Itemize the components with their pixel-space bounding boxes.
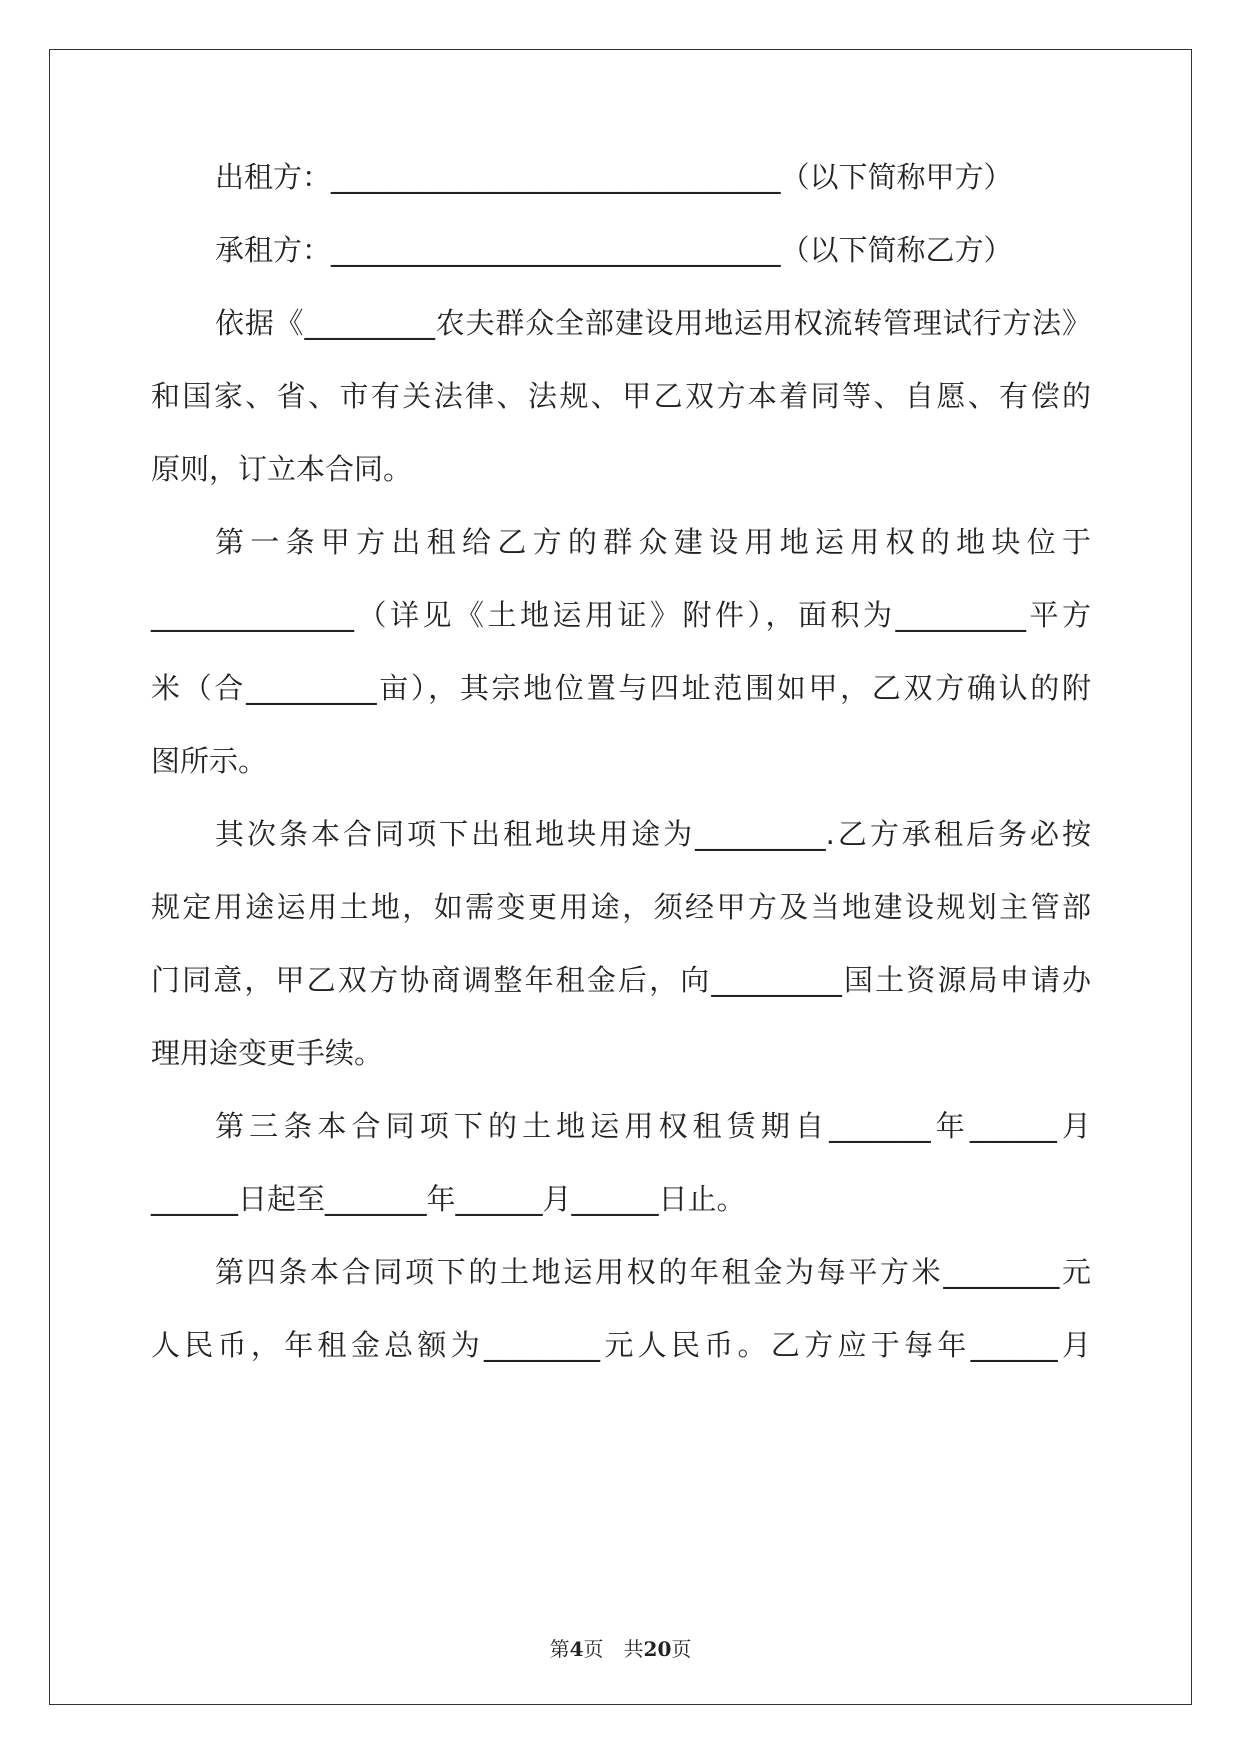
lessee-line: 承租方：_______________________________（以下简称乙方） (215, 233, 1013, 267)
page-footer (0, 1633, 1241, 1662)
article-2-line: 其次条本合同项下出租地块用途为_________.乙方承租后务必按 (215, 817, 1091, 851)
current-page-number: 4 (569, 1637, 584, 1661)
article-1-line: ______________（详见《土地运用证》附件），面积为_________平方 (151, 598, 1091, 632)
footer-prefix: 第 (549, 1637, 570, 1661)
article-4-line: 第四条本合同项下的土地运用权的年租金为每平方米________元 (215, 1255, 1091, 1289)
article-1-line: 米（合_________亩），其宗地位置与四址范围如甲，乙双方确认的附 (151, 671, 1091, 705)
paragraph-line: 和国家、省、市有关法律、法规、甲乙双方本着同等、自愿、有偿的 (151, 379, 1091, 413)
paragraph-line: 依据《_________农夫群众全部建设用地运用权流转管理试行方法》 (215, 306, 1091, 340)
article-3-line: 第三条本合同项下的土地运用权租赁期自_______年______月 (215, 1109, 1091, 1143)
lessor-line: 出租方：_______________________________（以下简称甲方） (215, 160, 1013, 194)
article-3-line: ______日起至_______年______月______日止。 (151, 1182, 746, 1216)
article-2-line: 门同意，甲乙双方协商调整年租金后，向_________国土资源局申请办 (151, 963, 1091, 997)
article-2-line: 理用途变更手续。 (151, 1036, 384, 1070)
paragraph-line: 原则，订立本合同。 (151, 452, 413, 486)
page-border (49, 49, 1192, 1705)
total-pages-number: 20 (643, 1637, 672, 1661)
article-2-line: 规定用途运用土地，如需变更用途，须经甲方及当地建设规划主管部 (151, 890, 1091, 924)
article-1-line: 第一条甲方出租给乙方的群众建设用地运用权的地块位于 (215, 525, 1091, 559)
footer-middle: 页 共 (583, 1637, 644, 1661)
footer-suffix: 页 (671, 1637, 692, 1661)
article-1-line: 图所示。 (151, 744, 268, 778)
article-4-line: 人民币，年租金总额为________元人民币。乙方应于每年______月 (151, 1328, 1091, 1362)
